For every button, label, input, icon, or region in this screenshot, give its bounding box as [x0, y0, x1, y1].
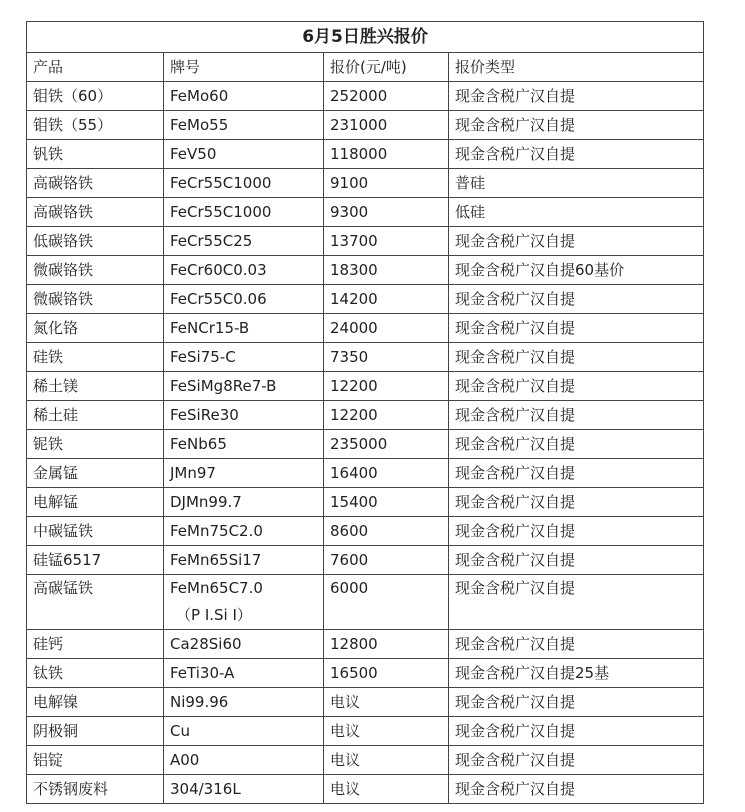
price-type-cell [449, 775, 704, 804]
price-type-cell [449, 488, 704, 517]
product-cell [27, 285, 164, 314]
table-row [27, 630, 704, 659]
table-body [27, 82, 704, 804]
price-cell-text: 电议 [330, 780, 361, 798]
price-type-cell [449, 111, 704, 140]
product-cell [27, 140, 164, 169]
price-cell [324, 343, 449, 372]
price-cell-text: 12800 [330, 635, 378, 653]
price-cell-text: 235000 [330, 435, 388, 453]
price-cell [324, 82, 449, 111]
grade-cell-text: FeCr60C0.03 [170, 261, 267, 279]
title-row [27, 22, 704, 53]
product-cell [27, 746, 164, 775]
product-cell [27, 546, 164, 575]
price-cell-text: 电议 [330, 722, 361, 740]
product-cell-text: 电解镍 [33, 693, 79, 711]
grade-cell-text: FeTi30-A [170, 664, 235, 682]
price-type-cell-text: 现金含税广汉自提 [455, 145, 576, 163]
product-cell-text: 不锈钢废料 [33, 780, 109, 798]
price-type-cell [449, 140, 704, 169]
price-type-cell-text: 现金含税广汉自提 [455, 522, 576, 540]
price-type-cell [449, 198, 704, 227]
price-cell-text: 12200 [330, 406, 378, 424]
product-cell-text: 金属锰 [33, 464, 79, 482]
table-row [27, 401, 704, 430]
price-type-cell-text: 现金含税广汉自提 [455, 377, 576, 395]
price-type-cell-text: 现金含税广汉自提 [455, 116, 576, 134]
price-type-cell-text: 现金含税广汉自提 [455, 348, 576, 366]
price-cell [324, 517, 449, 546]
table-row [27, 372, 704, 401]
header-price: 报价(元/吨) [324, 53, 449, 82]
price-type-cell-text: 现金含税广汉自提 [455, 751, 576, 769]
header-price-type: 报价类型 [449, 53, 704, 82]
product-cell-text: 钼铁（55） [33, 116, 113, 134]
price-type-cell-text: 低硅 [455, 203, 486, 221]
price-cell-text: 电议 [330, 693, 361, 711]
grade-cell-text: FeSiMg8Re7-B [170, 377, 277, 395]
price-cell-text: 6000 [330, 579, 369, 597]
price-cell [324, 227, 449, 256]
price-type-cell-text: 现金含税广汉自提 [455, 551, 576, 569]
grade-cell [164, 169, 324, 198]
price-type-cell-text: 现金含税广汉自提 [455, 493, 576, 511]
grade-cell-text: FeCr55C25 [170, 232, 253, 250]
product-cell-text: 铝锭 [33, 751, 64, 769]
product-cell-text: 硅锰6517 [33, 551, 102, 569]
product-cell-text: 硅钙 [33, 635, 64, 653]
price-type-cell-text: 现金含税广汉自提 [455, 722, 576, 740]
table-row [27, 459, 704, 488]
price-cell [324, 198, 449, 227]
price-type-cell [449, 169, 704, 198]
price-cell-text: 15400 [330, 493, 378, 511]
price-cell-text: 7350 [330, 348, 369, 366]
price-cell-text: 231000 [330, 116, 388, 134]
price-type-cell [449, 82, 704, 111]
product-cell-text: 高碳锰铁 [33, 579, 94, 597]
price-cell-text: 8600 [330, 522, 369, 540]
price-cell [324, 459, 449, 488]
grade-cell-text: FeMn65C7.0 [170, 579, 263, 597]
price-type-cell [449, 430, 704, 459]
price-type-cell-text: 现金含税广汉自提 [455, 87, 576, 105]
product-cell-text: 高碳铬铁 [33, 203, 94, 221]
price-type-cell-text: 现金含税广汉自提 [455, 579, 576, 597]
table-row [27, 488, 704, 517]
product-cell [27, 659, 164, 688]
grade-cell [164, 285, 324, 314]
table-title: 6月5日胜兴报价 [27, 22, 704, 53]
price-type-cell-text: 现金含税广汉自提 [455, 693, 576, 711]
price-type-cell [449, 575, 704, 630]
product-cell [27, 630, 164, 659]
product-cell-text: 铌铁 [33, 435, 64, 453]
price-cell [324, 111, 449, 140]
grade-cell-text: 304/316L [170, 780, 241, 798]
product-cell-text: 稀土硅 [33, 406, 79, 424]
grade-cell [164, 227, 324, 256]
price-type-cell [449, 517, 704, 546]
grade-cell [164, 140, 324, 169]
grade-cell-text: FeCr55C1000 [170, 203, 272, 221]
grade-cell [164, 343, 324, 372]
price-cell [324, 140, 449, 169]
grade-cell-text: FeMo55 [170, 116, 229, 134]
price-type-cell-text: 现金含税广汉自提 [455, 232, 576, 250]
product-cell [27, 111, 164, 140]
price-cell [324, 575, 449, 630]
grade-cell [164, 314, 324, 343]
price-type-cell-text: 普硅 [455, 174, 486, 192]
grade-cell [164, 372, 324, 401]
table-row [27, 169, 704, 198]
grade-cell-text: DJMn99.7 [170, 493, 242, 511]
grade-cell [164, 488, 324, 517]
price-cell [324, 169, 449, 198]
product-cell [27, 227, 164, 256]
price-type-cell [449, 546, 704, 575]
price-type-cell-text: 现金含税广汉自提 [455, 290, 576, 308]
table-row [27, 659, 704, 688]
price-cell [324, 630, 449, 659]
product-cell [27, 775, 164, 804]
price-type-cell [449, 372, 704, 401]
grade-cell-text: FeMn65Si17 [170, 551, 262, 569]
price-cell-text: 18300 [330, 261, 378, 279]
product-cell [27, 256, 164, 285]
header-grade: 牌号 [164, 53, 324, 82]
grade-cell-text: FeNb65 [170, 435, 227, 453]
product-cell [27, 688, 164, 717]
product-cell-text: 钛铁 [33, 664, 64, 682]
grade-cell [164, 746, 324, 775]
grade-cell [164, 517, 324, 546]
table-row [27, 111, 704, 140]
grade-cell-text: Ca28Si60 [170, 635, 242, 653]
table-row [27, 775, 704, 804]
price-type-cell-text: 现金含税广汉自提 [455, 435, 576, 453]
table-row [27, 140, 704, 169]
product-cell-text: 电解锰 [33, 493, 79, 511]
price-cell-text: 13700 [330, 232, 378, 250]
product-cell [27, 372, 164, 401]
price-cell-text: 12200 [330, 377, 378, 395]
table-row [27, 717, 704, 746]
table-row [27, 746, 704, 775]
price-cell [324, 546, 449, 575]
price-type-cell [449, 746, 704, 775]
price-type-cell-text: 现金含税广汉自提 [455, 464, 576, 482]
table-row [27, 343, 704, 372]
price-cell [324, 430, 449, 459]
grade-cell [164, 546, 324, 575]
table-row [27, 517, 704, 546]
price-type-cell-text: 现金含税广汉自提 [455, 635, 576, 653]
product-cell [27, 430, 164, 459]
product-cell-text: 硅铁 [33, 348, 64, 366]
product-cell [27, 343, 164, 372]
grade-cell-text: FeMn75C2.0 [170, 522, 263, 540]
product-cell-text: 阴极铜 [33, 722, 79, 740]
grade-cell-text: A00 [170, 751, 200, 769]
price-cell [324, 256, 449, 285]
price-table-container [26, 21, 704, 804]
price-type-cell [449, 659, 704, 688]
grade-cell [164, 575, 324, 630]
table-row [27, 227, 704, 256]
price-cell [324, 717, 449, 746]
grade-cell-text: FeMo60 [170, 87, 229, 105]
price-cell [324, 372, 449, 401]
grade-cell [164, 659, 324, 688]
grade-cell [164, 717, 324, 746]
price-cell-text: 14200 [330, 290, 378, 308]
grade-cell [164, 401, 324, 430]
product-cell [27, 717, 164, 746]
price-table [26, 21, 704, 804]
grade-cell-text: FeSiRe30 [170, 406, 239, 424]
price-type-cell [449, 688, 704, 717]
product-cell [27, 198, 164, 227]
price-cell-text: 24000 [330, 319, 378, 337]
table-row [27, 688, 704, 717]
price-cell [324, 401, 449, 430]
grade-cell-text: FeCr55C1000 [170, 174, 272, 192]
price-type-cell-text: 现金含税广汉自提 [455, 319, 576, 337]
product-cell-text: 低碳铬铁 [33, 232, 94, 250]
header-product: 产品 [27, 53, 164, 82]
table-row [27, 198, 704, 227]
grade-cell-text: FeCr55C0.06 [170, 290, 267, 308]
product-cell [27, 517, 164, 546]
price-type-cell [449, 343, 704, 372]
price-type-cell-text: 现金含税广汉自提60基价 [455, 261, 625, 279]
table-row [27, 82, 704, 111]
price-cell-text: 252000 [330, 87, 388, 105]
table-row [27, 256, 704, 285]
price-cell [324, 314, 449, 343]
price-cell [324, 775, 449, 804]
price-type-cell [449, 227, 704, 256]
product-cell-text: 中碳锰铁 [33, 522, 94, 540]
product-cell-text: 高碳铬铁 [33, 174, 94, 192]
grade-cell-text: FeNCr15-B [170, 319, 250, 337]
product-cell-text: 钼铁（60） [33, 87, 113, 105]
grade-cell [164, 430, 324, 459]
price-type-cell [449, 256, 704, 285]
price-cell [324, 688, 449, 717]
grade-cell-text: FeSi75-C [170, 348, 236, 366]
price-cell-text: 118000 [330, 145, 388, 163]
grade-cell-text: FeV50 [170, 145, 217, 163]
product-cell [27, 401, 164, 430]
grade-cell-text: Cu [170, 722, 190, 740]
grade-cell [164, 688, 324, 717]
grade-cell [164, 111, 324, 140]
price-cell-text: 电议 [330, 751, 361, 769]
price-cell-text: 9300 [330, 203, 369, 221]
price-cell-text: 7600 [330, 551, 369, 569]
price-cell-text: 16400 [330, 464, 378, 482]
price-cell [324, 285, 449, 314]
grade-cell-text: Ni99.96 [170, 693, 229, 711]
price-type-cell [449, 717, 704, 746]
grade-cell [164, 198, 324, 227]
product-cell-text: 钒铁 [33, 145, 64, 163]
product-cell-text: 氮化铬 [33, 319, 79, 337]
table-row [27, 575, 704, 630]
product-cell-text: 微碳铬铁 [33, 261, 94, 279]
price-type-cell [449, 459, 704, 488]
product-cell [27, 169, 164, 198]
price-type-cell [449, 285, 704, 314]
grade-cell [164, 256, 324, 285]
grade-cell [164, 775, 324, 804]
grade-cell-text: JMn97 [170, 464, 216, 482]
price-type-cell [449, 314, 704, 343]
price-cell [324, 659, 449, 688]
table-row [27, 546, 704, 575]
grade-extra-note: （P Ⅰ.Si Ⅰ） [176, 606, 252, 624]
table-row [27, 285, 704, 314]
price-cell [324, 488, 449, 517]
price-type-cell-text: 现金含税广汉自提 [455, 780, 576, 798]
price-type-cell [449, 630, 704, 659]
price-cell-text: 16500 [330, 664, 378, 682]
product-cell [27, 459, 164, 488]
product-cell [27, 314, 164, 343]
price-cell-text: 9100 [330, 174, 369, 192]
price-type-cell [449, 401, 704, 430]
product-cell [27, 488, 164, 517]
price-cell [324, 746, 449, 775]
grade-cell [164, 459, 324, 488]
product-cell [27, 575, 164, 630]
grade-cell [164, 82, 324, 111]
header-row [27, 53, 704, 82]
price-type-cell-text: 现金含税广汉自提 [455, 406, 576, 424]
table-row [27, 314, 704, 343]
product-cell-text: 微碳铬铁 [33, 290, 94, 308]
product-cell [27, 82, 164, 111]
grade-cell [164, 630, 324, 659]
price-type-cell-text: 现金含税广汉自提25基 [455, 664, 610, 682]
table-row [27, 430, 704, 459]
product-cell-text: 稀土镁 [33, 377, 79, 395]
